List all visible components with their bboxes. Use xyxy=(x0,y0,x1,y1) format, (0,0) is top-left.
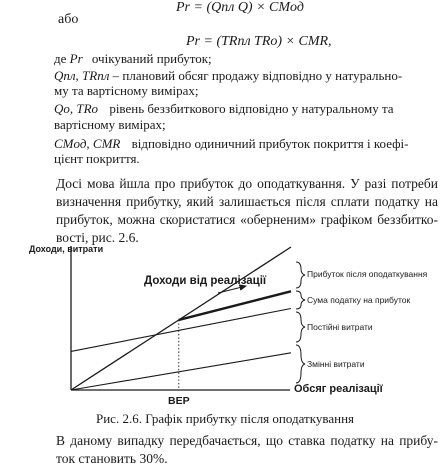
legend-brace xyxy=(296,312,305,342)
legend-brace xyxy=(296,291,305,309)
paragraph-line: вості, рис. 2.6. xyxy=(56,230,139,245)
text-cm: відповідно одиничний прибуток покриття і коефі- xyxy=(131,136,409,151)
definition-lead: де xyxy=(54,51,67,66)
formula-1: Pr = (Qпл Q) × CMод xyxy=(176,0,304,15)
symbol-q: Qпл, TRпл xyxy=(54,68,110,83)
x-axis-label: Обсяг реалізації xyxy=(294,383,383,395)
y-axis-label: Доходи, витрати xyxy=(29,244,104,254)
figure-caption: Рис. 2.6. Графік прибутку після оподаткування xyxy=(96,411,355,426)
formula-or-word: або xyxy=(58,12,79,27)
definition-q0 xyxy=(54,101,394,117)
legend-item: Постійні витрати xyxy=(307,322,373,332)
paragraph-line: В даному випадку передбачається, що ставка податку на прибу- xyxy=(56,433,438,448)
formula-2: Pr = (TRпл TRo) × CMR, xyxy=(186,34,332,49)
definition-q-cont: му та вартісному вимірах; xyxy=(54,83,199,98)
symbol-pr: Pr xyxy=(69,51,83,66)
breakeven-chart xyxy=(0,240,445,425)
tax-line xyxy=(179,291,291,320)
paragraph-line: прибуток, можна скористатися «оберненим» графіком беззбитко- xyxy=(56,212,438,227)
symbol-q0: Qo, TRo xyxy=(54,101,99,116)
text-pr: очікуваний прибуток; xyxy=(91,51,212,66)
annotation-arrow xyxy=(218,286,246,293)
definition-cm xyxy=(54,136,409,152)
symbol-cm: CMод, CMR xyxy=(54,136,121,151)
legend-item: Змінні витрати xyxy=(307,359,365,369)
definition-q xyxy=(54,68,402,84)
paragraph-line: Досі мова йшла про прибуток до оподаткування. У разі потреби xyxy=(56,176,438,191)
bep-tick-label: BEP xyxy=(168,395,190,407)
definition-q0-cont: вартісному вимірах; xyxy=(54,117,166,132)
annotation-label: Доходи від реалізації xyxy=(144,275,267,287)
legend-brace xyxy=(296,345,305,383)
text-q0: рівень беззбиткового відповідно у натуральному та xyxy=(109,101,394,116)
legend-item: Сума податку на прибуток xyxy=(307,295,411,305)
fixed-costs-line xyxy=(71,309,291,352)
paragraph-line: визначення прибутку, який залишається після сплати податку на xyxy=(56,194,438,209)
legend-item: Прибуток після оподаткування xyxy=(307,269,428,279)
paragraph-line: ток становить 30%. xyxy=(56,451,168,466)
variable-costs-line xyxy=(71,353,291,390)
text-q: – плановий обсяг продажу відповідно у натурально- xyxy=(112,68,403,83)
legend-brace xyxy=(296,262,305,288)
definition-cm-cont: цієнт покриття. xyxy=(54,151,140,166)
definition-pr xyxy=(54,51,212,67)
